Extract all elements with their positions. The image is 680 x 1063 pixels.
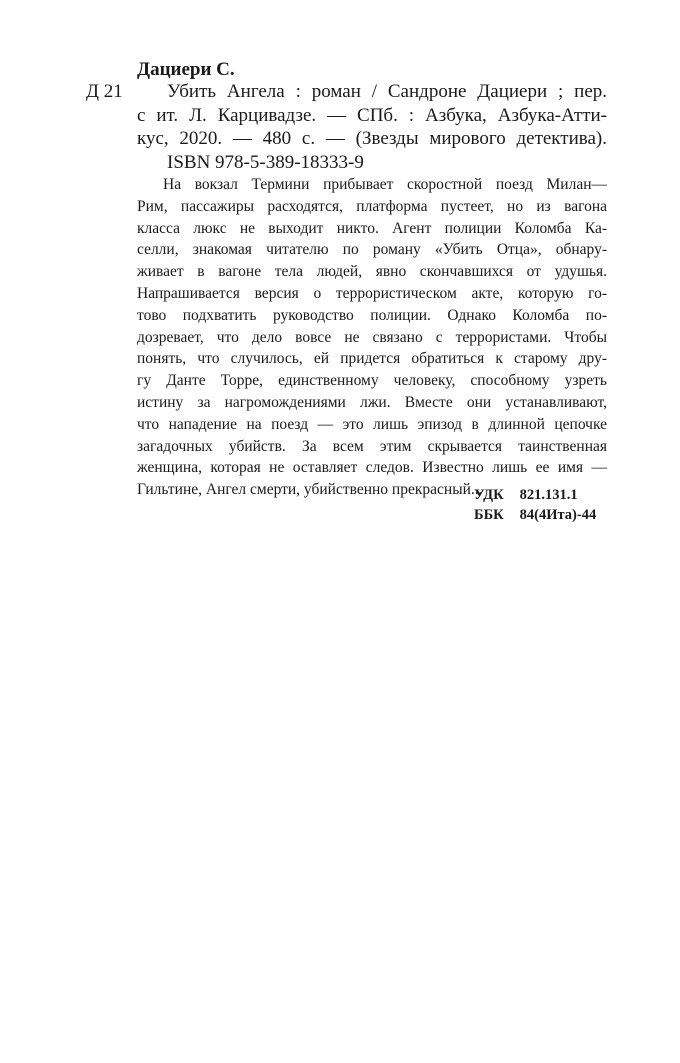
- author-mark: Д 21: [86, 81, 123, 102]
- bibliographic-description: [137, 80, 607, 174]
- annotation: [137, 174, 607, 501]
- annotation-line: женщина, которая не оставляет следов. Известно лишь ее имя —: [137, 459, 607, 477]
- biblio-line: кус, 2020. — 480 с. — (Звезды мирового детектива).: [137, 128, 607, 149]
- annotation-line: Гильтине, Ангел смерти, убийственно прекрасный...: [137, 481, 483, 499]
- annotation-line: загадочных убийств. За всем этим скрывается таинственная: [137, 437, 607, 455]
- annotation-line: гу Данте Торре, единственному человеку, способному узреть: [137, 372, 607, 390]
- biblio-line: с ит. Л. Карцивадзе. — СПб. : Азбука, Азбука-Атти-: [137, 104, 607, 126]
- biblio-line: Убить Ангела : роман / Сандроне Дациери ; пер.: [167, 81, 607, 102]
- annotation-line: класса люкс не выходит никто. Агент полиции Коломба Ка-: [137, 219, 607, 237]
- annotation-line: истину за нагромождениями лжи. Вместе они устанавливают,: [137, 393, 607, 411]
- udk-label: УДК: [474, 487, 504, 503]
- bbk-label: ББК: [474, 507, 504, 523]
- annotation-line: что нападение на поезд — это лишь эпизод в длинной цепочке: [137, 415, 607, 433]
- annotation-line: тово подхватить руководство полиции. Однако Коломба по-: [137, 306, 607, 324]
- annotation-line: Рим, пассажиры расходятся, платформа пустеет, но из вагона: [137, 197, 607, 215]
- author-heading: Дациери С.: [137, 59, 235, 80]
- annotation-line: На вокзал Термини прибывает скоростной поезд Милан—: [163, 176, 607, 193]
- isbn: ISBN 978-5-389-18333-9: [167, 151, 364, 173]
- udk-row: [474, 485, 596, 505]
- udk-value: 821.131.1: [519, 487, 578, 503]
- annotation-line: живает в вагоне тела людей, явно скончавшихся от удушья.: [137, 263, 607, 281]
- annotation-line: понять, что случилось, ей придется обратиться к старому дру-: [137, 350, 607, 368]
- annotation-line: селли, знакомая читателю по роману «Убить Отца», обнару-: [137, 241, 607, 259]
- annotation-line: дозревает, что дело вовсе не связано с террористами. Чтобы: [137, 328, 607, 346]
- bbk-row: [474, 505, 596, 525]
- classification-block: [474, 485, 596, 525]
- bbk-value: 84(4Ита)-44: [519, 507, 597, 523]
- annotation-line: Напрашивается версия о террористическом акте, которую го-: [137, 284, 607, 302]
